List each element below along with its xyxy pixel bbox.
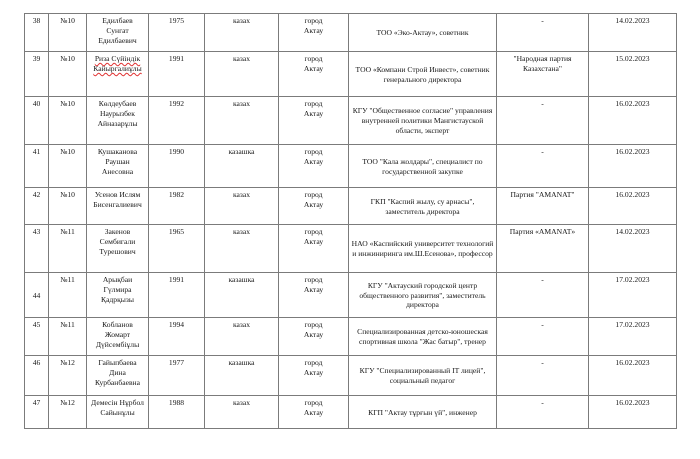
table-row [25,396,677,429]
cell-district [49,14,87,52]
district-text: №11 [60,320,75,329]
table-row [25,145,677,188]
residence-line: Актау [303,236,324,246]
candidate-name-line: Анесовна [101,166,134,176]
party-text: - [541,16,544,25]
cell-district [49,273,87,318]
nationality-text: казах [232,398,251,407]
row-number-text: 47 [32,398,41,407]
nationality-text: казах [232,320,251,329]
cell-candidate-name [87,225,149,273]
cell-candidate-name [87,396,149,429]
cell-workplace [349,318,497,356]
candidate-name-line: Наурызбек [100,108,135,118]
cell-workplace [349,145,497,188]
residence-line: город [304,275,323,284]
residence-line: Актау [303,284,324,294]
cell-party [497,225,589,273]
residence-line: город [304,54,323,63]
workplace-text: КГУ "Общественное согласие" управления внутренней политики Мангистауской области, эксперт [352,106,493,135]
party-text: - [541,99,544,108]
registration-date-text: 16.02.2023 [615,358,650,367]
birth-year-text: 1991 [168,275,185,284]
row-number-text: 38 [32,16,41,25]
registration-date-text: 17.02.2023 [615,320,650,329]
cell-nationality [205,318,279,356]
cell-registration-date [589,356,677,396]
candidate-name-line: Кайыргалиұлы [93,63,142,73]
cell-workplace [349,52,497,97]
cell-row-number [25,145,49,188]
workplace-text: ТОО «Компани Строй Инвест», советник генерального директора [355,64,490,84]
cell-nationality [205,52,279,97]
candidate-name-line: Көлдеубаев [98,99,137,108]
candidate-name-line: Раушан [105,156,130,166]
cell-residence [279,318,349,356]
cell-nationality [205,145,279,188]
row-number-text: 44 [32,290,41,300]
table-row [25,225,677,273]
cell-nationality [205,97,279,145]
candidate-name-line: Кобланов [102,320,133,329]
nationality-text: казах [232,190,251,199]
candidate-name-line: Усенов Ислям [94,190,141,199]
cell-party [497,145,589,188]
residence-line: город [304,398,323,407]
cell-registration-date [589,188,677,225]
candidate-name-line: Едилбаевич [98,35,137,45]
district-text: №11 [60,227,75,236]
cell-row-number [25,52,49,97]
residence-line: город [304,358,323,367]
district-text: №10 [60,190,75,199]
candidate-name-line: Демесін Нұрбол [91,398,144,407]
cell-birth-year [149,273,205,318]
birth-year-text: 1988 [168,398,185,407]
cell-district [49,396,87,429]
district-text: №12 [60,358,75,367]
workplace-text: КГП "Актау тұрғын үй", инженер [368,407,477,417]
table-row [25,273,677,318]
workplace-text: Специализированная детско-юношеская спортивная школа "Жас батыр", тренер [357,327,488,346]
birth-year-text: 1977 [168,358,185,367]
cell-party [497,396,589,429]
candidate-name-line: Закенов [104,227,131,236]
cell-birth-year [149,97,205,145]
cell-birth-year [149,188,205,225]
party-text: - [541,358,544,367]
table-row [25,97,677,145]
cell-registration-date [589,145,677,188]
nationality-text: казах [232,54,251,63]
cell-workplace [349,273,497,318]
cell-birth-year [149,356,205,396]
registration-date-text: 16.02.2023 [615,147,650,156]
residence-line: Актау [303,108,324,118]
cell-party [497,97,589,145]
workplace-text: КГУ "Специализированный IT лицей", социальный педагог [359,366,486,385]
residence-line: город [304,227,323,236]
cell-party [497,273,589,318]
cell-district [49,188,87,225]
candidate-name-line: Арықбаи [102,275,133,284]
cell-candidate-name [87,145,149,188]
candidate-name-line: Риза Сүйіндік [94,54,141,63]
cell-registration-date [589,97,677,145]
registration-date-text: 15.02.2023 [615,54,650,63]
cell-party [497,14,589,52]
workplace-text: НАО «Каспийский университет технологий и инжиниринга им.Ш.Есенова», профессор [351,239,494,258]
candidate-name-line: Сунгат [106,25,129,35]
cell-candidate-name [87,52,149,97]
residence-line: город [304,99,323,108]
registration-date-text: 17.02.2023 [615,275,650,284]
row-number-text: 43 [32,227,41,236]
cell-nationality [205,188,279,225]
cell-candidate-name [87,273,149,318]
registration-date-text: 16.02.2023 [615,398,650,407]
cell-row-number [25,318,49,356]
candidate-name-line: Кушаканова [97,147,138,156]
candidate-name-line: Сайынұлы [100,407,135,417]
cell-nationality [205,356,279,396]
cell-registration-date [589,318,677,356]
birth-year-text: 1990 [168,147,185,156]
cell-residence [279,396,349,429]
district-text: №10 [60,54,75,63]
cell-birth-year [149,52,205,97]
cell-birth-year [149,14,205,52]
cell-candidate-name [87,318,149,356]
cell-row-number [25,225,49,273]
cell-registration-date [589,225,677,273]
workplace-text: КГУ "Актауский городской центр общественного развития", заместитель директора [359,280,486,310]
birth-year-text: 1992 [168,99,185,108]
residence-line: Актау [303,156,324,166]
candidate-name-line: Сембигали [99,236,136,246]
cell-workplace [349,396,497,429]
nationality-text: казах [232,99,251,108]
registration-date-text: 16.02.2023 [615,190,650,199]
party-text: - [541,398,544,407]
birth-year-text: 1991 [168,54,185,63]
candidate-name-line: Едилбаев [102,16,133,25]
candidate-name-line: Дүйсембіұлы [95,339,140,349]
cell-registration-date [589,14,677,52]
cell-nationality [205,225,279,273]
cell-registration-date [589,273,677,318]
residence-line: Актау [303,63,324,73]
cell-party [497,188,589,225]
cell-party [497,318,589,356]
cell-row-number [25,356,49,396]
candidate-name-line: Қадрқызы [101,294,134,304]
cell-birth-year [149,396,205,429]
cell-party [497,52,589,97]
row-number-text: 39 [32,54,41,63]
cell-district [49,225,87,273]
cell-row-number [25,396,49,429]
residence-line: город [304,147,323,156]
row-number-text: 42 [32,190,41,199]
row-number-text: 46 [32,358,41,367]
cell-row-number [25,273,49,318]
candidate-name-line: Гайыпбаева [98,358,137,367]
district-text: №10 [60,16,75,25]
cell-candidate-name [87,97,149,145]
cell-row-number [25,14,49,52]
cell-registration-date [589,52,677,97]
cell-candidate-name [87,188,149,225]
nationality-text: казашка [228,358,255,367]
birth-year-text: 1975 [168,16,185,25]
row-number-text: 41 [32,147,41,156]
cell-workplace [349,97,497,145]
residence-line: город [304,16,323,25]
party-text: - [541,275,544,284]
row-number-text: 40 [32,99,41,108]
nationality-text: казах [232,16,251,25]
candidate-name-line: Жомарт [104,329,131,339]
cell-nationality [205,396,279,429]
district-text: №11 [60,275,75,284]
residence-line: Актау [303,367,324,377]
party-text: - [541,320,544,329]
cell-district [49,52,87,97]
table-body [25,14,677,429]
residence-line: Актау [303,25,324,35]
cell-birth-year [149,318,205,356]
cell-birth-year [149,225,205,273]
cell-workplace [349,225,497,273]
cell-row-number [25,97,49,145]
cell-district [49,145,87,188]
workplace-text: ТОО "Кала жолдары", специалист по государственной закупке [362,156,483,176]
cell-residence [279,225,349,273]
district-text: №12 [60,398,75,407]
birth-year-text: 1982 [168,190,185,199]
residence-line: Актау [303,407,324,417]
cell-district [49,356,87,396]
table-row [25,188,677,225]
party-text: - [541,147,544,156]
candidate-registration-table [24,13,677,429]
candidate-name-line: Курбанбаевна [94,377,140,387]
cell-birth-year [149,145,205,188]
residence-line: город [304,190,323,199]
candidate-name-line: Гүлмира [103,284,132,294]
cell-residence [279,356,349,396]
cell-residence [279,273,349,318]
residence-line: Актау [303,199,324,209]
registration-date-text: 16.02.2023 [615,99,650,108]
cell-residence [279,14,349,52]
nationality-text: казашка [228,147,255,156]
residence-line: Актау [303,329,324,339]
registration-date-text: 14.02.2023 [615,227,650,236]
cell-residence [279,188,349,225]
cell-row-number [25,188,49,225]
district-text: №10 [60,147,75,156]
cell-nationality [205,273,279,318]
cell-residence [279,97,349,145]
birth-year-text: 1965 [168,227,185,236]
cell-nationality [205,14,279,52]
cell-party [497,356,589,396]
row-number-text: 45 [32,320,41,329]
party-text: Партия "AMANAT" [510,190,575,199]
candidate-name-line: Турешович [99,246,136,256]
nationality-text: казах [232,227,251,236]
table-row [25,318,677,356]
cell-district [49,97,87,145]
district-text: №10 [60,99,75,108]
cell-candidate-name [87,14,149,52]
candidate-name-line: Дина [109,367,126,377]
party-text: Партия «AMANAT» [509,227,576,236]
cell-workplace [349,356,497,396]
nationality-text: казашка [228,275,255,284]
cell-registration-date [589,396,677,429]
candidate-name-line: Айназарұлы [97,118,138,128]
workplace-text: ТОО «Эко-Актау», советник [376,28,469,38]
cell-workplace [349,188,497,225]
cell-residence [279,52,349,97]
birth-year-text: 1994 [168,320,185,329]
cell-candidate-name [87,356,149,396]
cell-workplace [349,14,497,52]
party-text: "Народная партия Казахстана" [513,54,572,73]
residence-line: город [304,320,323,329]
table-row [25,52,677,97]
cell-district [49,318,87,356]
registration-date-text: 14.02.2023 [615,16,650,25]
cell-residence [279,145,349,188]
table-row [25,14,677,52]
workplace-text: ГКП "Каспий жылу, су арнасы", заместитель директора [370,196,475,216]
candidate-name-line: Бисенгалиевич [93,199,142,209]
table-row [25,356,677,396]
